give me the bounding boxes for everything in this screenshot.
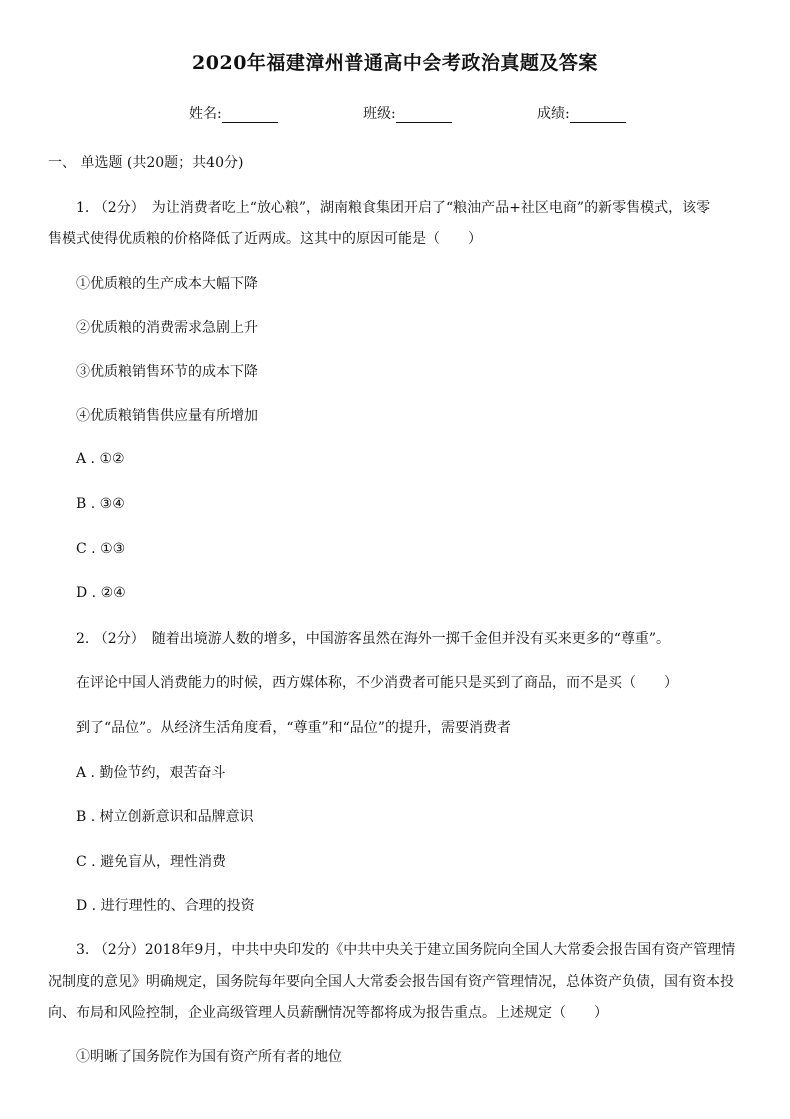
q1-option-d: D . ②④ xyxy=(76,585,126,601)
q2-option-c: C . 避免盲从，理性消费 xyxy=(76,854,227,870)
q1-statement-1: ①优质粮的生产成本大幅下降 xyxy=(76,276,258,292)
q3-stem-line1: 3. （2分）2018年9月，中共中央印发的《中共中央关于建立国务院向全国人大常委会报告国有资产管理情 xyxy=(76,942,736,958)
page-title: 2020年福建漳州普通高中会考政治真题及答案 xyxy=(192,52,598,74)
name-label: 姓名: xyxy=(189,106,222,122)
q3-statement-1: ①明晰了国务院作为国有资产所有者的地位 xyxy=(76,1049,342,1065)
class-field xyxy=(363,103,452,123)
score-label: 成绩: xyxy=(537,106,570,122)
q1-stem-line1: 1. （2分） 为让消费者吃上“放心粮”，湖南粮食集团开启了“粮油产品+社区电商”的新零售模式，该零 xyxy=(76,200,711,216)
q2-stem-line2: 在评论中国人消费能力的时候，西方媒体称，不少消费者可能只是买到了商品，而不是买（ ） xyxy=(76,675,678,691)
name-field xyxy=(189,103,278,123)
score-field xyxy=(537,103,626,123)
q1-statement-2: ②优质粮的消费需求急剧上升 xyxy=(76,320,258,336)
section-heading: 一、 单选题 (共20题；共40分) xyxy=(48,155,244,171)
name-blank xyxy=(222,108,278,123)
q1-option-c: C . ①③ xyxy=(76,541,126,557)
q2-stem-line1: 2. （2分） 随着出境游人数的增多，中国游客虽然在海外一掷千金但并没有买来更多的“尊重”。 xyxy=(76,631,671,647)
q2-option-d: D . 进行理性的、合理的投资 xyxy=(76,898,255,914)
q3-stem-line3: 向、布局和风险控制，企业高级管理人员薪酬情况等都将成为报告重点。上述规定（ ） xyxy=(48,1005,608,1021)
q2-option-b: B . 树立创新意识和品牌意识 xyxy=(76,809,254,825)
q1-stem-line2: 售模式使得优质粮的价格降低了近两成。这其中的原因可能是（ ） xyxy=(48,231,482,247)
q1-statement-3: ③优质粮销售环节的成本下降 xyxy=(76,364,258,380)
q1-option-a: A . ①② xyxy=(76,451,125,467)
q1-option-b: B . ③④ xyxy=(76,496,125,512)
q3-stem-line2: 况制度的意见》明确规定，国务院每年要向全国人大常委会报告国有资产管理情况，总体资产负债，国有资本投 xyxy=(48,974,734,990)
class-blank xyxy=(396,108,452,123)
q1-statement-4: ④优质粮销售供应量有所增加 xyxy=(76,408,258,424)
class-label: 班级: xyxy=(363,106,396,122)
score-blank xyxy=(570,108,626,123)
q2-stem-line3: 到了“品位”。从经济生活角度看，“尊重”和“品位”的提升，需要消费者 xyxy=(76,720,511,736)
q2-option-a: A . 勤俭节约，艰苦奋斗 xyxy=(76,765,226,781)
